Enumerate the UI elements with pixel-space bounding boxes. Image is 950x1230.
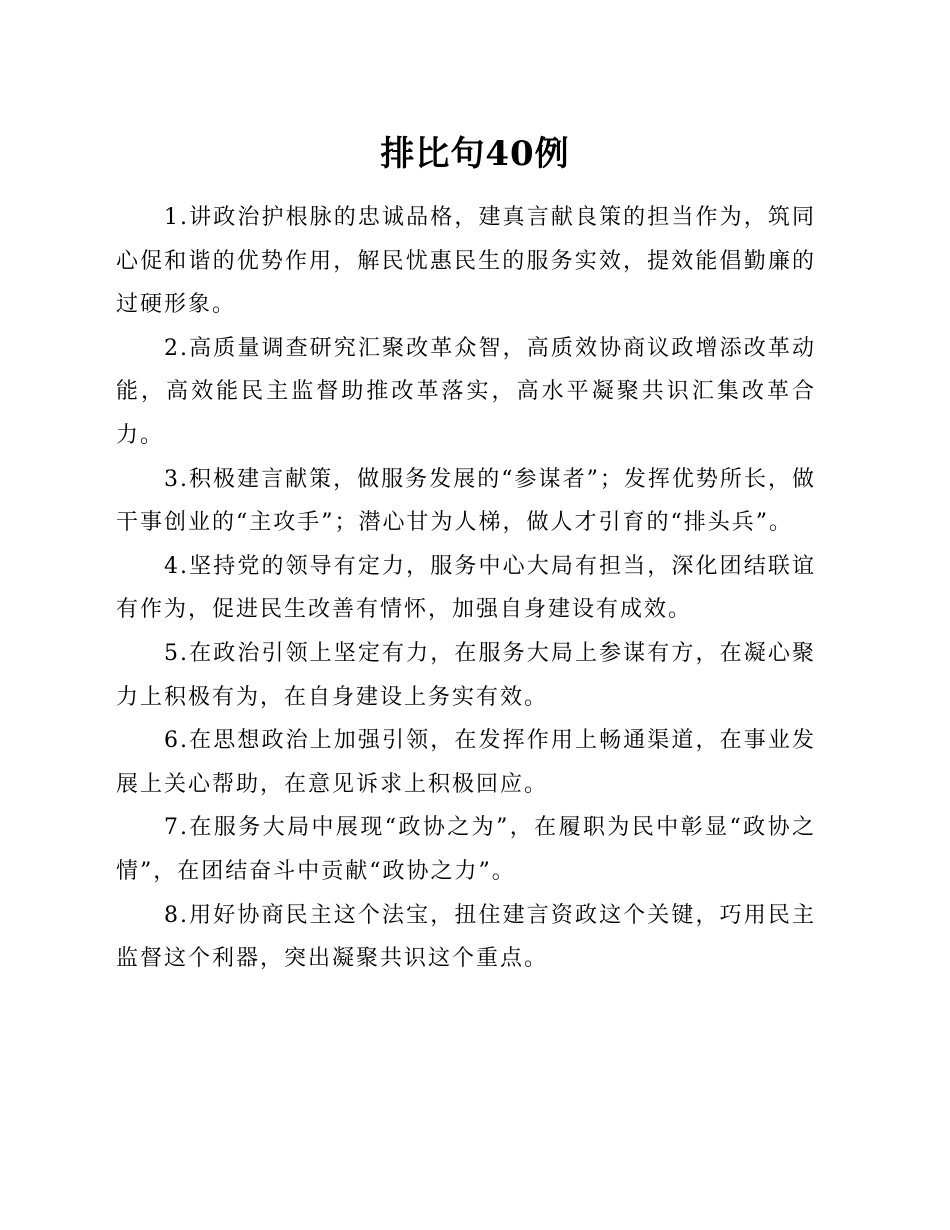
paragraph-8: 8.用好协商民主这个法宝，扭住建言资政这个关键，巧用民主监督这个利器，突出凝聚共识这个重点。 — [116, 902, 816, 972]
paragraph-2: 2.高质量调查研究汇聚改革众智，高质效协商议政增添改革动能，高效能民主监督助推改革落实，高水平凝聚共识汇集改革合力。 — [116, 335, 816, 448]
paragraph-3: 3.积极建言献策，做服务发展的“参谋者”；发挥优势所长，做干事创业的“主攻手”；潜心甘为人梯，做人才引育的“排头兵”。 — [116, 466, 816, 536]
document-title: 排比句40例 — [380, 134, 570, 174]
document-body — [116, 196, 816, 981]
paragraph-1: 1.讲政治护根脉的忠诚品格，建真言献良策的担当作为，筑同心促和谐的优势作用，解民忧惠民生的服务实效，提效能倡勤廉的过硬形象。 — [116, 205, 816, 318]
paragraph-6: 6.在思想政治上加强引领，在发挥作用上畅通渠道，在事业发展上关心帮助，在意见诉求上积极回应。 — [116, 728, 816, 797]
paragraph-4: 4.坚持党的领导有定力，服务中心大局有担当，深化团结联谊有作为，促进民生改善有情怀，加强自身建设有成效。 — [116, 553, 816, 623]
paragraph-5: 5.在政治引领上坚定有力，在服务大局上参谋有方，在凝心聚力上积极有为，在自身建设上务实有效。 — [116, 640, 816, 710]
paragraph-7: 7.在服务大局中展现“政协之为”，在履职为民中彰显“政协之情”，在团结奋斗中贡献“政协之力”。 — [116, 815, 816, 884]
